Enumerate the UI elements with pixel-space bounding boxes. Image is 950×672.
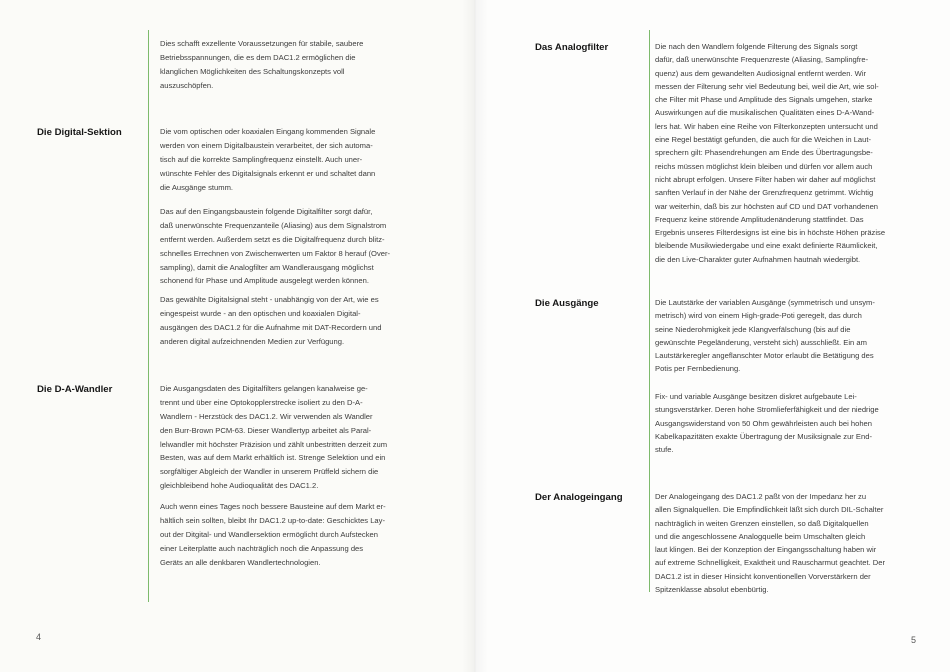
text-line: Spitzenklasse absolut ebenbürtig. — [655, 585, 769, 595]
intro-paragraph — [160, 37, 363, 93]
text-line: quenz) aus dem gewandelten Audiosignal entfernt werden. Wir — [655, 68, 867, 78]
text-line: Die Ausgangsdaten des Digitalfilters gelangen kanalweise ge- — [160, 384, 368, 393]
text-line: reichs müssen möglichst klein bleiben und dürfen vor allem auch — [655, 161, 873, 171]
text-line: gewünschte Pegeländerung, versteht sich) ausschließt. Ein am — [655, 337, 867, 347]
text-line: allen Signalquellen. Die Empfindlichkeit läßt sich durch DIL-Schalter — [655, 505, 884, 515]
text-line: klanglichen Möglichkeiten des Schaltungskonzepts voll — [160, 66, 345, 76]
text-line: auszuschöpfen. — [160, 80, 214, 90]
text-line: auf extreme Schnelligkeit, Exaktheit und Rauscharmut geachtet. Der — [655, 558, 886, 568]
text-line: Lautstärkeregler angeflanschter Motor erlaubt die Betätigung des — [655, 351, 874, 361]
text-line: Die vom optischen oder koaxialen Eingang kommenden Signale — [160, 127, 376, 136]
text-line: Kabelkapazitäten exakte Übertragung der Musiksignale zur End- — [655, 431, 872, 441]
da-converter-paragraph-1 — [160, 382, 387, 493]
text-line: den Burr-Brown PCM-63. Dieser Wandlertyp arbeitet als Paral- — [160, 425, 372, 435]
text-line: eine Regel bestätigt gefunden, die auch für die Weichen in Laut- — [655, 135, 872, 145]
heading-analog-input-section: Der Analogeingang — [535, 492, 623, 503]
text-line: und die angeschlossene Analogquelle beim Umschalten gleich — [655, 531, 866, 541]
text-line: metrisch) wird von einem High-grade-Poti geregelt, das durch — [655, 311, 862, 321]
text-line: Die Lautstärke der variablen Ausgänge (symmetrisch und unsym- — [655, 298, 875, 307]
text-line: daß unerwünschte Frequenzanteile (Aliasing) aus dem Signalstrom — [160, 220, 387, 230]
text-line: lers hat. Wir haben eine Reihe von Filterkonzepten untersucht und — [655, 121, 878, 131]
text-line: Potis per Fernbedienung. — [655, 364, 741, 374]
text-line: Auswirkungen auf die musikalischen Qualitäten eines D-A-Wand- — [655, 108, 875, 118]
text-line: laut klingen. Bei der Konzeption der Eingangsschaltung haben wir — [655, 545, 877, 555]
text-line: che Filter mit Phase und Amplitude des Signals umgehen, starke — [655, 95, 873, 105]
text-line: dafür, daß unerwünschte Frequenzreste (Aliasing, Samplingfre- — [655, 55, 869, 65]
text-line: stungsverstärker. Deren hohe Stromlieferfähigkeit und der niedrige — [655, 405, 879, 415]
da-converter-paragraph-2 — [160, 500, 386, 569]
text-line: Der Analogeingang des DAC1.2 paßt von der Impedanz her zu — [655, 492, 867, 501]
text-line: sampling), damit die Analogfilter am Wandlerausgang möglichst — [160, 262, 374, 272]
text-line: ausgängen des DAC1.2 für die Aufnahme mit DAT-Recordern und — [160, 322, 382, 332]
text-line: entfernt werden. Außerdem setzt es die Digitalfrequenz durch blitz- — [160, 234, 385, 244]
text-line: Das auf den Eingangsbaustein folgende Digitalfilter sorgt dafür, — [160, 207, 373, 216]
text-line: Frequenz keine störende Amplitudenänderung stattfindet. Das — [655, 214, 864, 224]
text-line: Besten, was auf dem Markt erhältlich ist. Strenge Selektion und ein — [160, 453, 386, 463]
text-line: Geräts an alle denkbaren Wandlertechnologien. — [160, 557, 321, 567]
text-line: einer Leiterplatte auch nachträglich noch die Anpassung des — [160, 543, 364, 553]
heading-digital-section: Die Digital-Sektion — [37, 127, 122, 138]
text-line: out der Ditgital- und Wandlersektion ermöglicht durch Aufstecken — [160, 529, 378, 539]
text-line: anderen digital aufzeichnenden Medien zur Verfügung. — [160, 336, 345, 346]
text-line: die den Live-Charakter guter Aufnahmen hautnah wiedergibt. — [655, 254, 861, 264]
heading-analog-filter-section: Das Analogfilter — [535, 42, 609, 53]
text-line: Fix- und variable Ausgänge besitzen diskret aufgebaute Lei- — [655, 392, 857, 401]
text-line: sanften Verlauf in der Nähe der Grenzfrequenz getrimmt. Wichtig — [655, 188, 874, 198]
digital-section-paragraph-1 — [160, 125, 375, 194]
text-line: nicht abrupt erfolgen. Unsere Filter haben wir daher auf möglichst — [655, 174, 876, 184]
text-line: eingespeist wurde - an den optischen und koaxialen Digital- — [160, 308, 361, 318]
text-line: sorgfältiger Abgleich der Wandler in unserem Prüffeld sichern die — [160, 467, 379, 477]
page-number-left: 4 — [36, 632, 42, 642]
text-line: Auch wenn eines Tages noch bessere Bausteine auf dem Markt er- — [160, 502, 386, 511]
text-line: trennt und über eine Optokopplerstrecke isoliert zu den D-A- — [160, 397, 363, 407]
text-line: wünschte Fehler des Digitalsignals erkennt er und schaltet dann — [160, 168, 376, 178]
text-line: Ausgangswiderstand von 50 Ohm gewährleisten auch bei hohen — [655, 418, 872, 428]
text-line: Ergebnis unseres Filterdesigns ist eine bis in höchste Höhen präzise — [655, 228, 886, 238]
text-line: nachträglich in weiten Grenzen einstellen, so daß Digitalquellen — [655, 518, 869, 528]
text-line: tisch auf die korrekte Samplingfrequenz einstellt. Auch uner- — [160, 154, 363, 164]
heading-da-converter-section: Die D-A-Wandler — [37, 384, 113, 395]
text-line: Betriebsspannungen, die es dem DAC1.2 ermöglichen die — [160, 52, 356, 62]
text-line: Die nach den Wandlern folgende Filterung des Signals sorgt — [655, 42, 858, 51]
text-line: schonend für Phase und Amplitude ausgelegt werden können. — [160, 276, 369, 286]
text-line: Dies schafft exzellente Voraussetzungen für stabile, saubere — [160, 39, 364, 48]
text-line: sprechern gilt: Phasendrehungen am Ende des Übertragungsbe- — [655, 148, 873, 158]
page-gutter-shadow — [462, 0, 488, 672]
text-line: war weiterhin, daß bis zur höchsten auf CD und DAT vorhandenen — [655, 201, 879, 211]
text-line: werden von einem Digitalbaustein verarbeitet, der sich automa- — [160, 140, 373, 150]
text-line: hältlich sein sollten, bleibt Ihr DAC1.2 up-to-date: Geschicktes Lay- — [160, 515, 385, 525]
heading-outputs-section: Die Ausgänge — [535, 298, 599, 309]
text-line: gleichbleibend hohe Audioqualität des DAC1.2. — [160, 481, 319, 491]
outputs-paragraph-1 — [655, 296, 875, 376]
digital-section-paragraph-2 — [160, 205, 390, 288]
analog-input-paragraph — [655, 490, 885, 596]
text-line: Wandlern - Herzstück des DAC1.2. Wir verwenden als Wandler — [160, 411, 373, 421]
page-number-right: 5 — [911, 635, 917, 645]
text-line: Das gewählte Digitalsignal steht - unabhängig von der Art, wie es — [160, 295, 379, 304]
outputs-paragraph-2 — [655, 390, 879, 456]
green-column-rule — [649, 30, 650, 592]
text-line: schnelles Errechnen von Zwischenwerten um Faktor 8 herauf (Over- — [160, 248, 391, 258]
green-column-rule — [148, 30, 149, 602]
text-line: lelwandler mit höchster Präzision und zählt unbestritten derzeit zum — [160, 439, 388, 449]
right-page — [475, 0, 950, 672]
text-line: bleibende Musikwiedergabe und eine exakt definierte Räumlickeit, — [655, 241, 878, 251]
digital-section-paragraph-3 — [160, 293, 381, 349]
text-line: DAC1.2 ist in dieser Hinsicht konventionellen Vorverstärkern der — [655, 571, 871, 581]
text-line: seine Niederohmigkeit jede Klangverfälschung (bis auf die — [655, 324, 851, 334]
text-line: messen der Filterung sehr viel Bedeutung bei, weil die Art, wie sol- — [655, 81, 879, 91]
text-line: die Ausgänge stumm. — [160, 182, 234, 192]
text-line: stufe. — [655, 445, 674, 455]
analog-filter-paragraph — [655, 40, 885, 266]
